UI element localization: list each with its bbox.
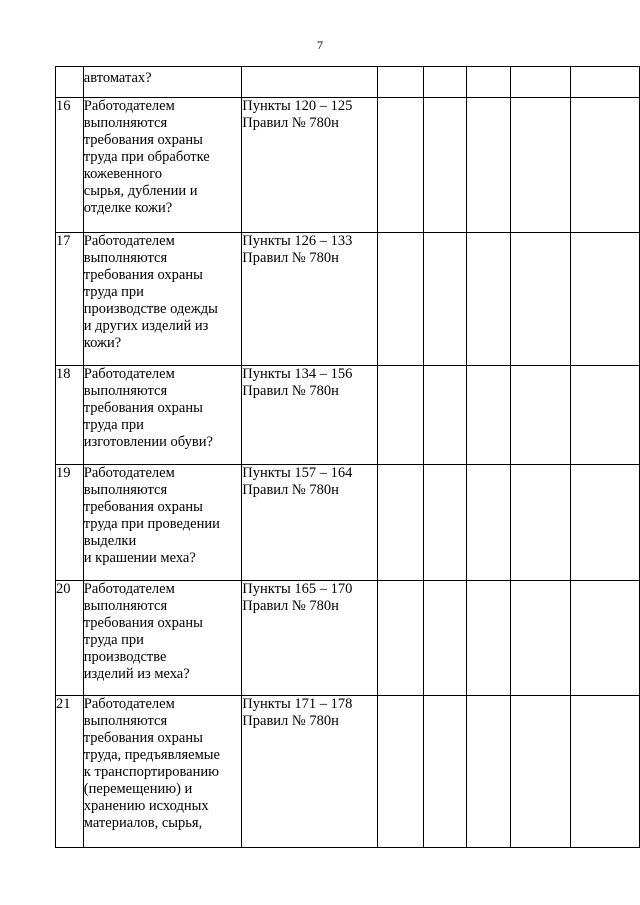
answer-yes-cell	[377, 98, 423, 233]
question-text: Работодателем выполняются требования охраны труда, предъявляемые к транспортированию (перемещению) и хранению исходных материалов, сырья,	[83, 696, 241, 848]
legal-reference: Пункты 165 – 170 Правил № 780н	[242, 581, 378, 696]
table-row	[56, 465, 640, 581]
answer-yes-cell	[377, 366, 423, 465]
table-row	[56, 581, 640, 696]
answer-extra-cell	[571, 98, 640, 233]
legal-reference: Пункты 134 – 156 Правил № 780н	[242, 366, 378, 465]
question-text: Работодателем выполняются требования охраны труда при производстве изделий из меха?	[83, 581, 241, 696]
answer-extra-cell	[571, 233, 640, 366]
row-number: 17	[56, 233, 84, 366]
answer-notes-cell	[510, 465, 570, 581]
legal-reference: Пункты 126 – 133 Правил № 780н	[242, 233, 378, 366]
question-text: автоматах?	[83, 67, 241, 98]
answer-no-cell	[424, 465, 466, 581]
answer-yes-cell	[377, 233, 423, 366]
row-number: 18	[56, 366, 84, 465]
row-number: 21	[56, 696, 84, 848]
page-number: 7	[317, 38, 323, 52]
answer-na-cell	[466, 233, 510, 366]
answer-extra-cell	[571, 581, 640, 696]
answer-no-cell	[424, 67, 466, 98]
table-row	[56, 98, 640, 233]
answer-no-cell	[424, 696, 466, 848]
table-row	[56, 67, 640, 98]
table-row	[56, 233, 640, 366]
row-number: 16	[56, 98, 84, 233]
checklist-table	[55, 66, 640, 848]
legal-reference: Пункты 120 – 125 Правил № 780н	[242, 98, 378, 233]
answer-yes-cell	[377, 581, 423, 696]
answer-na-cell	[466, 465, 510, 581]
row-number	[56, 67, 84, 98]
answer-no-cell	[424, 581, 466, 696]
answer-na-cell	[466, 67, 510, 98]
answer-extra-cell	[571, 366, 640, 465]
question-text: Работодателем выполняются требования охраны труда при производстве одежды и других изделий из кожи?	[83, 233, 241, 366]
answer-notes-cell	[510, 98, 570, 233]
answer-notes-cell	[510, 581, 570, 696]
answer-na-cell	[466, 98, 510, 233]
answer-extra-cell	[571, 465, 640, 581]
legal-reference	[242, 67, 378, 98]
question-text: Работодателем выполняются требования охраны труда при изготовлении обуви?	[83, 366, 241, 465]
answer-no-cell	[424, 98, 466, 233]
row-number: 19	[56, 465, 84, 581]
answer-na-cell	[466, 696, 510, 848]
legal-reference: Пункты 171 – 178 Правил № 780н	[242, 696, 378, 848]
legal-reference: Пункты 157 – 164 Правил № 780н	[242, 465, 378, 581]
answer-extra-cell	[571, 696, 640, 848]
answer-notes-cell	[510, 233, 570, 366]
answer-no-cell	[424, 233, 466, 366]
answer-yes-cell	[377, 696, 423, 848]
table-row	[56, 696, 640, 848]
answer-notes-cell	[510, 67, 570, 98]
answer-yes-cell	[377, 465, 423, 581]
answer-notes-cell	[510, 366, 570, 465]
question-text: Работодателем выполняются требования охраны труда при проведении выделки и крашении меха?	[83, 465, 241, 581]
table-row	[56, 366, 640, 465]
row-number: 20	[56, 581, 84, 696]
answer-na-cell	[466, 581, 510, 696]
question-text: Работодателем выполняются требования охраны труда при обработке кожевенного сырья, дублении и отделке кожи?	[83, 98, 241, 233]
answer-no-cell	[424, 366, 466, 465]
answer-extra-cell	[571, 67, 640, 98]
answer-notes-cell	[510, 696, 570, 848]
answer-na-cell	[466, 366, 510, 465]
answer-yes-cell	[377, 67, 423, 98]
